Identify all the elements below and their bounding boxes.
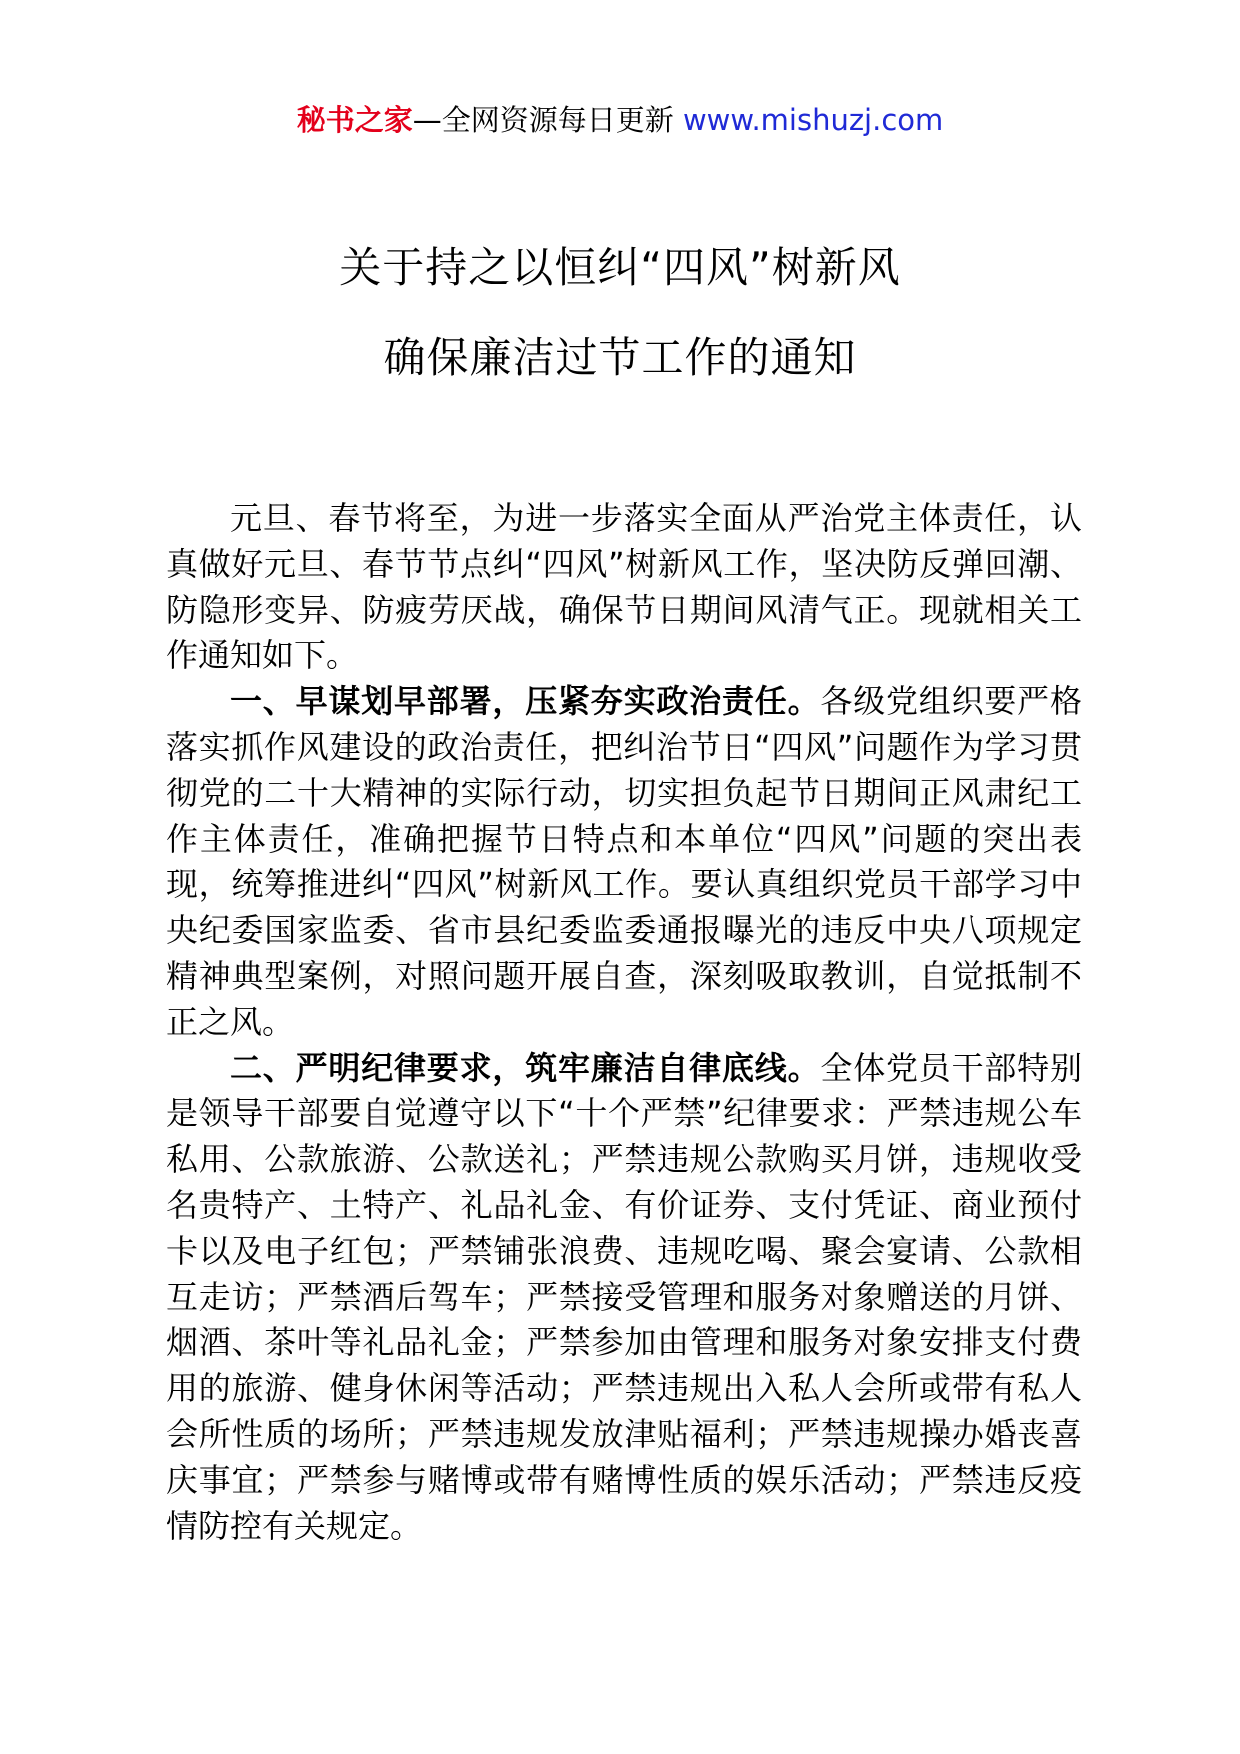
document-title-line-1: 关于持之以恒纠“四风”树新风 [339,243,901,292]
document-title-line-2: 确保廉洁过节工作的通知 [383,333,857,382]
paragraph-lead: 一、早谋划早部署，压紧夯实政治责任。 [230,682,821,721]
paragraph-section-1 [166,679,1082,1045]
paragraph-lead: 二、严明纪律要求，筑牢廉洁自律底线。 [230,1048,821,1087]
header-banner [0,100,1240,140]
document-body [166,496,1082,1549]
paragraph-text: 全体党员干部特别是领导干部要自觉遵守以下“十个严禁”纪律要求：严禁违规公车私用、公款旅游、公款送礼；严禁违规公款购买月饼，违规收受名贵特产、土特产、礼品礼金、有价证券、支付凭证、商业预付卡以及电子红包；严禁铺张浪费、违规吃喝、聚会宴请、公款相互走访；严禁酒后驾车；严禁接受管理和服务对象赠送的月饼、烟酒、茶叶等礼品礼金；严禁参加由管理和服务对象安排支付费用的旅游、健身休闲等活动；严禁违规出入私人会所或带有私人会所性质的场所；严禁违规发放津贴福利；严禁违规操办婚丧喜庆事宜；严禁参与赌博或带有赌博性质的娱乐活动；严禁违反疫情防控有关规定。 [166,1048,1082,1545]
paragraph-intro [166,496,1082,679]
paragraph-text: 各级党组织要严格落实抓作风建设的政治责任，把纠治节日“四风”问题作为学习贯彻党的二十大精神的实际行动，切实担负起节日期间正风肃纪工作主体责任，准确把握节日特点和本单位“四风”问题的突出表现，统筹推进纠“四风”树新风工作。要认真组织党员干部学习中央纪委国家监委、省市县纪委监委通报曝光的违反中央八项规定精神典型案例，对照问题开展自查，深刻吸取教训，自觉抵制不正之风。 [166,682,1082,1041]
banner-slogan: —全网资源每日更新 [412,103,683,137]
brand-name: 秘书之家 [296,103,413,137]
website-link[interactable]: www.mishuzj.com [682,103,944,137]
paragraph-section-2 [166,1046,1082,1550]
paragraph-text: 元旦、春节将至，为进一步落实全面从严治党主体责任，认真做好元旦、春节节点纠“四风”树新风工作，坚决防反弹回潮、防隐形变异、防疲劳厌战，确保节日期间风清气正。现就相关工作通知如下。 [166,499,1082,675]
